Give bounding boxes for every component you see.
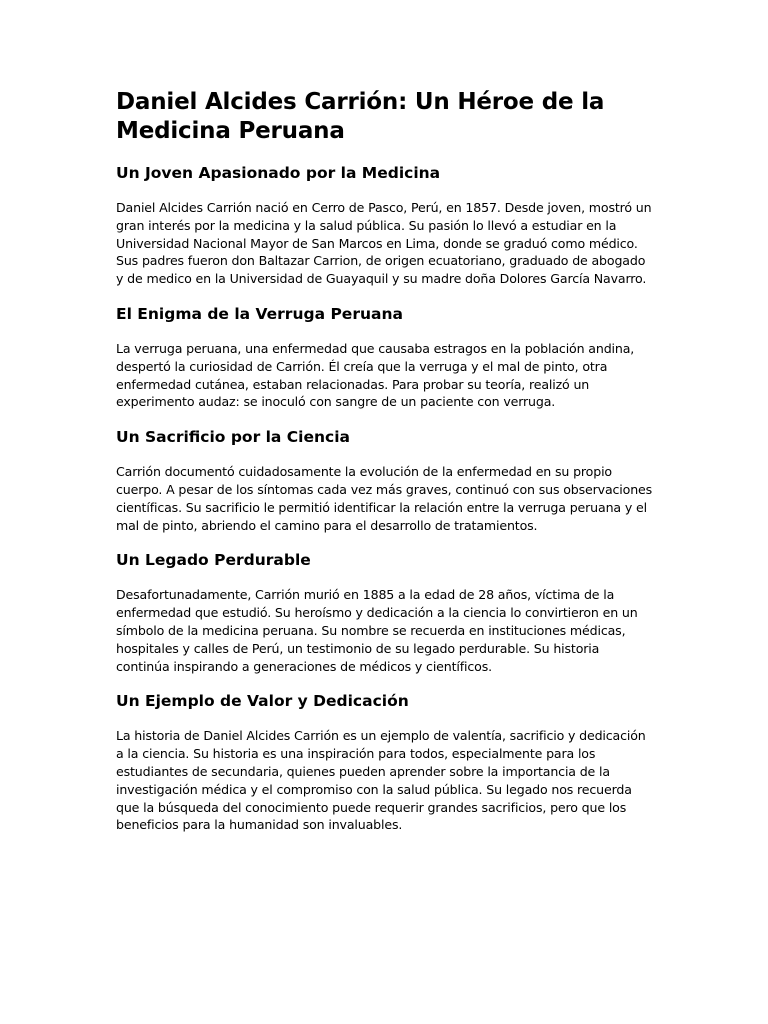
section-paragraph: La historia de Daniel Alcides Carrión es un ejemplo de valentía, sacrificio y dedicación a la ciencia. Su historia es una inspiración para todos, especialmente para los estudiantes de secundaria, quienes pueden aprender sobre la importancia de la investigación médica y el compromiso con la salud pública. Su legado nos recuerda que la búsqueda del conocimiento puede requerir grandes sacrificios, pero que los beneficios para la humanidad son invaluables. [116, 728, 646, 833]
section-paragraph: Daniel Alcides Carrión nació en Cerro de Pasco, Perú, en 1857. Desde joven, mostró un gran interés por la medicina y la salud pública. Su pasión lo llevó a estudiar en la Universidad Nacional Mayor de San Marcos en Lima, donde se graduó como médico. Sus padres fueron don Baltazar Carrion, de origen ecuatoriano, graduado de abogado y de medico en la Universidad de Guayaquil y su madre doña Dolores García Navarro. [116, 200, 652, 287]
section-sacrificio-ciencia [116, 427, 656, 534]
section-heading: El Enigma de la Verruga Peruana [116, 304, 403, 323]
section-paragraph: Carrión documentó cuidadosamente la evolución de la enfermedad en su propio cuerpo. A pesar de los síntomas cada vez más graves, continuó con sus observaciones científicas. Su sacrificio le permitió identificar la relación entre la verruga peruana y el mal de pinto, abriendo el camino para el desarrollo de tratamientos. [116, 464, 653, 533]
section-enigma-verruga [116, 304, 656, 411]
section-joven-apasionado [116, 163, 656, 288]
section-ejemplo-valor [116, 691, 656, 834]
section-heading: Un Ejemplo de Valor y Dedicación [116, 692, 409, 711]
section-heading: Un Sacrificio por la Ciencia [116, 428, 350, 447]
section-paragraph: La verruga peruana, una enfermedad que causaba estragos en la población andina, despertó la curiosidad de Carrión. Él creía que la verruga y el mal de pinto, otra enfermedad cutánea, estaban relacionadas. Para probar su teoría, realizó un experimento audaz: se inoculó con sangre de un paciente con verruga. [116, 340, 635, 410]
section-heading: Un Legado Perdurable [116, 551, 311, 570]
section-legado-perdurable [116, 550, 656, 675]
document-title: Daniel Alcides Carrión: Un Héroe de la Medicina Peruana [116, 89, 605, 144]
section-paragraph: Desafortunadamente, Carrión murió en 1885 a la edad de 28 años, víctima de la enfermedad que estudió. Su heroísmo y dedicación a la ciencia lo convirtieron en un símbolo de la medicina peruana. Su nombre se recuerda en instituciones médicas, hospitales y calles de Perú, un testimonio de su legado perdurable. Su historia continúa inspirando a generaciones de médicos y científicos. [116, 587, 638, 674]
document-page [116, 88, 656, 850]
section-heading: Un Joven Apasionado por la Medicina [116, 164, 441, 182]
